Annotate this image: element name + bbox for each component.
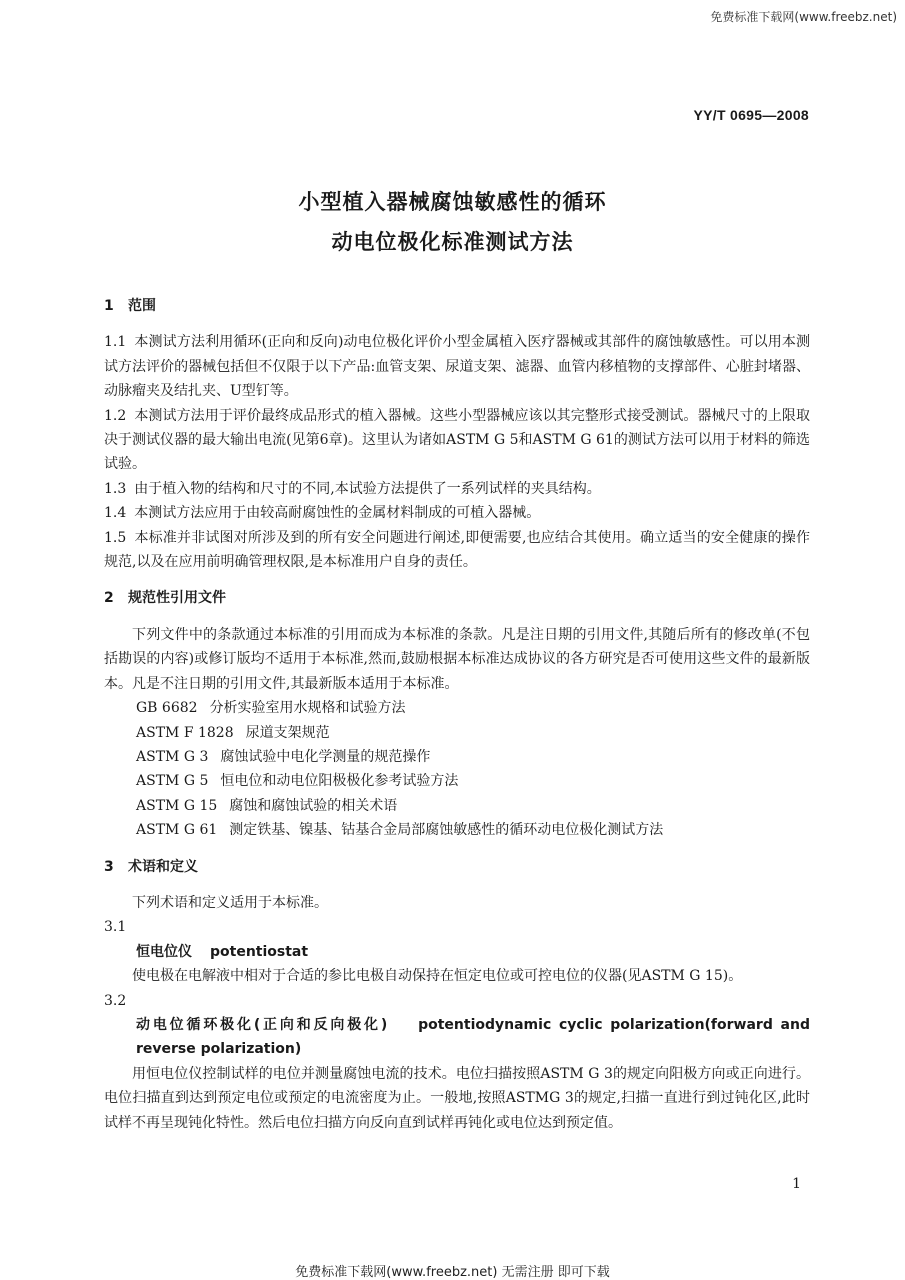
section-intro: 下列术语和定义适用于本标准。	[132, 894, 328, 911]
document-title-line-1: 小型植入器械腐蚀敏感性的循环	[298, 190, 607, 214]
reference-item	[104, 696, 810, 720]
clause-text: 本测试方法用于评价最终成品形式的植入器械。这些小型器械应该以其完整形式接受测试。器械尺寸的上限取决于测试仪器的最大输出电流(见第6章)。这里认为诸如ASTM G 5和ASTM G 61的测试方法可以用于材料的筛选试验。	[104, 407, 810, 473]
clause-number: 1.4	[104, 505, 127, 522]
term-heading	[104, 940, 810, 964]
reference-code: ASTM G 15	[136, 797, 218, 814]
section-intro: 下列文件中的条款通过本标准的引用而成为本标准的条款。凡是注日期的引用文件,其随后所有的修改单(不包括勘误的内容)或修订版均不适用于本标准,然而,鼓励根据本标准达成协议的各方研究是否可使用这些文件的最新版本。凡是不注日期的引用文件,其最新版本适用于本标准。	[104, 626, 810, 692]
section-number: 3	[104, 858, 114, 875]
term-zh: 恒电位仪	[136, 943, 192, 960]
reference-item	[104, 745, 810, 769]
clause	[104, 330, 810, 403]
document-body	[104, 294, 810, 1135]
clause	[104, 404, 810, 477]
term-number: 3.2	[104, 992, 127, 1009]
section-number: 1	[104, 298, 114, 314]
clause-text: 本测试方法利用循环(正向和反向)动电位极化评价小型金属植入医疗器械或其部件的腐蚀敏感性。可以用本测试方法评价的器械包括但不仅限于以下产品:血管支架、尿道支架、滤器、血管内移植物的支撑部件、心脏封堵器、动脉瘤夹及结扎夹、U型钉等。	[104, 334, 810, 400]
term-en: potentiodynamic cyclic polarization(forward and reverse polarization)	[136, 1016, 810, 1058]
section-number: 2	[104, 590, 114, 607]
term-zh: 动电位循环极化(正向和反向极化)	[136, 1016, 388, 1033]
clause-text: 本标准并非试图对所涉及到的所有安全问题进行阐述,即便需要,也应结合其使用。确立适当的安全健康的操作规范,以及在应用前明确管理权限,是本标准用户自身的责任。	[104, 529, 810, 571]
clause	[104, 526, 810, 575]
clause-number: 1.3	[104, 480, 127, 497]
reference-title: 腐蚀试验中电化学测量的规范操作	[220, 748, 431, 765]
reference-title: 尿道支架规范	[245, 724, 330, 741]
reference-title: 腐蚀和腐蚀试验的相关术语	[229, 797, 398, 814]
clause	[104, 477, 810, 501]
site-watermark: 免费标准下载网(www.freebz.net)	[710, 10, 897, 24]
section-title: 范围	[128, 298, 156, 314]
reference-code: GB 6682	[136, 700, 198, 717]
clause-text: 本测试方法应用于由较高耐腐蚀性的金属材料制成的可植入器械。	[134, 505, 541, 522]
section-heading-terms	[104, 855, 810, 879]
section-heading-scope	[104, 294, 810, 318]
section-title: 规范性引用文件	[128, 590, 226, 607]
reference-code: ASTM G 61	[136, 822, 218, 839]
reference-item	[104, 794, 810, 818]
section-heading-normative-references	[104, 586, 810, 610]
term-heading	[104, 1013, 810, 1062]
term-definition: 使电极在电解液中相对于合适的参比电极自动保持在恒定电位或可控电位的仪器(见ASTM G 15)。	[132, 968, 743, 985]
clause-number: 1.1	[104, 334, 127, 351]
document-title-line-2: 动电位极化标准测试方法	[331, 230, 574, 254]
term-en: potentiostat	[210, 943, 309, 960]
footer-watermark: 免费标准下载网(www.freebz.net) 无需注册 即可下载	[295, 1265, 610, 1280]
reference-item	[104, 818, 810, 842]
term-number: 3.1	[104, 919, 127, 936]
term-definition: 用恒电位仪控制试样的电位并测量腐蚀电流的技术。电位扫描按照ASTM G 3的规定向阳极方向或正向进行。电位扫描直到达到预定电位或预定的电流密度为止。一般地,按照ASTMG 3的规定,扫描一直进行到过钝化区,此时试样不再呈现钝化特性。然后电位扫描方向反向直到试样再钝化或电位达到预定值。	[104, 1065, 810, 1131]
clause	[104, 501, 810, 525]
document-number: YY/T 0695—2008	[693, 107, 809, 123]
clause-number: 1.2	[104, 407, 127, 424]
reference-title: 分析实验室用水规格和试验方法	[209, 700, 406, 717]
reference-title: 测定铁基、镍基、钴基合金局部腐蚀敏感性的循环动电位极化测试方法	[229, 822, 664, 839]
reference-code: ASTM G 3	[136, 748, 209, 765]
reference-item	[104, 769, 810, 793]
clause-number: 1.5	[104, 529, 127, 546]
page-number: 1	[792, 1176, 801, 1192]
reference-code: ASTM G 5	[136, 773, 209, 790]
clause-text: 由于植入物的结构和尺寸的不同,本试验方法提供了一系列试样的夹具结构。	[134, 480, 601, 497]
reference-title: 恒电位和动电位阳极极化参考试验方法	[220, 773, 459, 790]
reference-item	[104, 721, 810, 745]
section-title: 术语和定义	[128, 858, 198, 875]
reference-code: ASTM F 1828	[136, 724, 234, 741]
